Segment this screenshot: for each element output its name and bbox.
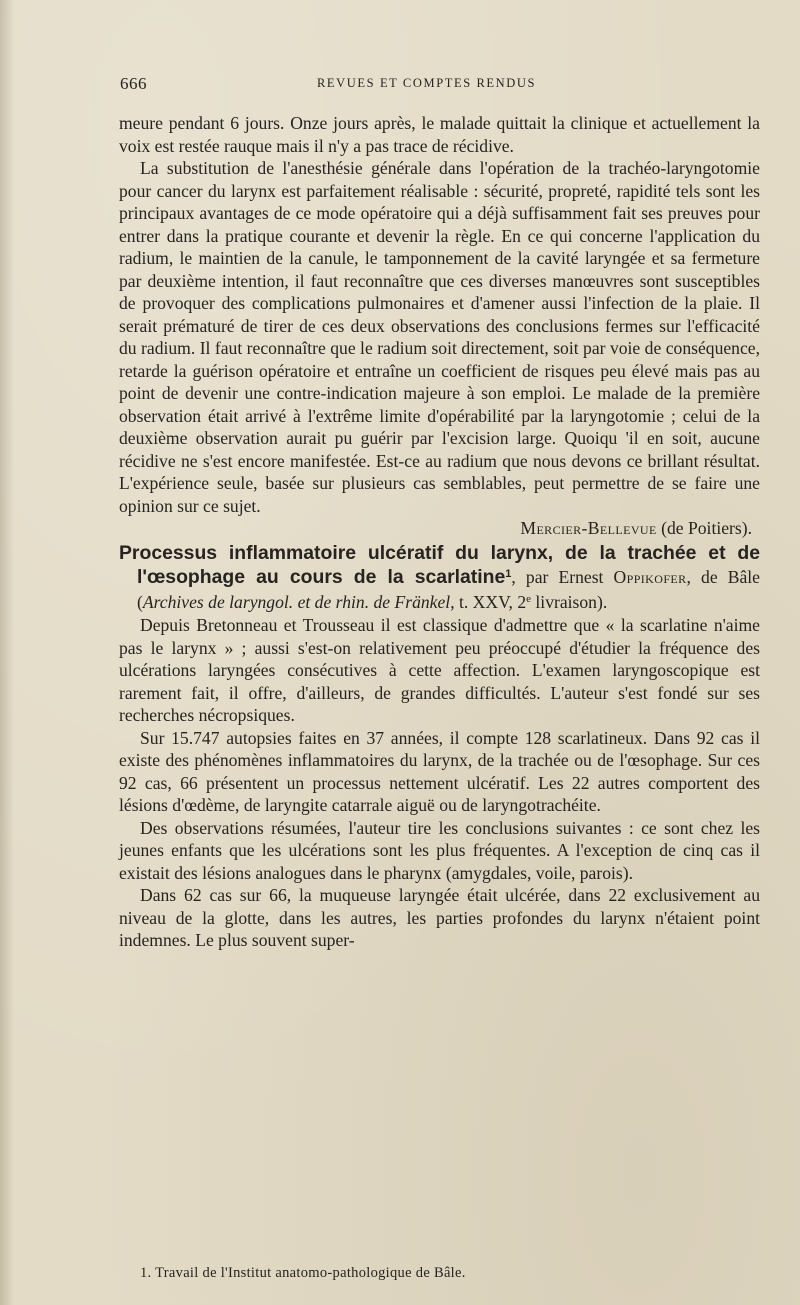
article-paragraph: Dans 62 cas sur 66, la muqueuse laryngée était ulcérée, dans 22 exclusivement au niveau de la glotte, dans les autres, les parties profondes du larynx n'étaient point indemnes. Le plus souvent super- xyxy=(119,885,760,950)
edition-superscript: e xyxy=(526,592,532,605)
footnote: 1. Travail de l'Institut anatomo-pathologique de Bâle. xyxy=(140,1265,466,1281)
paragraph-discussion: La substitution de l'anesthésie générale dans l'opération de la trachéo-laryngotomie pour cancer du larynx est parfaitement réalisable : sécurité, propreté, rapidité tels sont les principaux avantages de ce mode opératoire qui a déjà suffisamment fait ses preuves pour entrer dans la pratique courante et devenir la règle. En ce qui concerne l'application du radium, le maintien de la canule, le tamponnement de la cavité laryngée et sa fermeture par deuxième intention, il faut reconnaître que ces diverses manœuvres sont susceptibles de provoquer des complications pulmonaires et d'amener aussi l'infection de la plaie. Il serait prématuré de tirer de ces deux observations des conclusions fermes sur l'efficacité du radium. Il faut reconnaître que le radium soit directement, soit par voie de conséquence, retarde la guérison opératoire et entraîne un coefficient de risques peu élevé mais pas au point de devenir une contre-indication majeure à son emploi. Le malade de la première observation était arrivé à l'extrême limite d'opérabilité par la laryngotomie ; celui de la deuxième observation aurait pu guérir par l'excision large. Quoiqu 'il en soit, aucune récidive ne s'est encore manifestée. Est-ce au radium que nous devons ce brillant résultat. L'expérience seule, basée sur plusieurs cas semblables, peut permettre de se faire une opinion sur ce sujet. xyxy=(119,158,760,516)
author-signature xyxy=(119,517,760,540)
page-number: 666 xyxy=(120,74,147,93)
page-header xyxy=(120,74,760,94)
byline-author: Oppikofer xyxy=(613,567,687,587)
article-heading xyxy=(119,541,760,615)
article-title: Processus inflammatoire ulcératif du larynx, de la trachée et de l'œsophage au cours de la scarlatine xyxy=(119,541,760,588)
byline-prefix: , par Ernest xyxy=(511,567,614,587)
signature-place: (de Poitiers). xyxy=(661,518,752,538)
paragraph-continued: meure pendant 6 jours. Onze jours après, le malade quittait la clinique et actuellement la voix est restée rauque mais il n'y a pas trace de récidive. xyxy=(119,113,760,156)
signature-author: Mercier-Bellevue xyxy=(520,518,657,538)
journal-title: Archives de laryngol. et de rhin. de Fränkel xyxy=(142,591,451,612)
body-text xyxy=(119,112,760,952)
footnote-marker: 1 xyxy=(505,568,512,580)
article-paragraph: Depuis Bretonneau et Trousseau il est classique d'admettre que « la scarlatine n'aime pas le larynx » ; aussi s'est-on relativement peu préoccupé d'étudier la fréquence des ulcérations laryngées consécutives à cette affection. L'examen laryngoscopique est rarement fait, il offre, d'ailleurs, de grandes difficultés. L'auteur s'est fondé sur ses recherches nécropsiques. xyxy=(119,615,760,725)
journal-volume: , t. XXV, 2 xyxy=(450,591,527,612)
running-head: REVUES ET COMPTES RENDUS xyxy=(317,76,537,90)
edition-tail: livraison). xyxy=(531,591,608,612)
byline-city: , de Bâle ( xyxy=(137,567,760,612)
article-paragraph: Sur 15.747 autopsies faites en 37 années, il compte 128 scarlatineux. Dans 92 cas il existe des phénomènes inflammatoires du larynx, de la trachée ou de l'œsophage. Sur ces 92 cas, 66 présentent un processus nettement ulcératif. Les 22 autres comportent des lésions d'œdème, de laryngite catarrale aiguë ou de laryngotrachéite. xyxy=(119,727,760,815)
article-paragraph: Des observations résumées, l'auteur tire les conclusions suivantes : ce sont chez les jeunes enfants que les ulcérations sont les plus fréquentes. A l'exception de cinq cas il existait des lésions analogues dans le pharynx (amygdales, voile, parois). xyxy=(119,817,760,883)
